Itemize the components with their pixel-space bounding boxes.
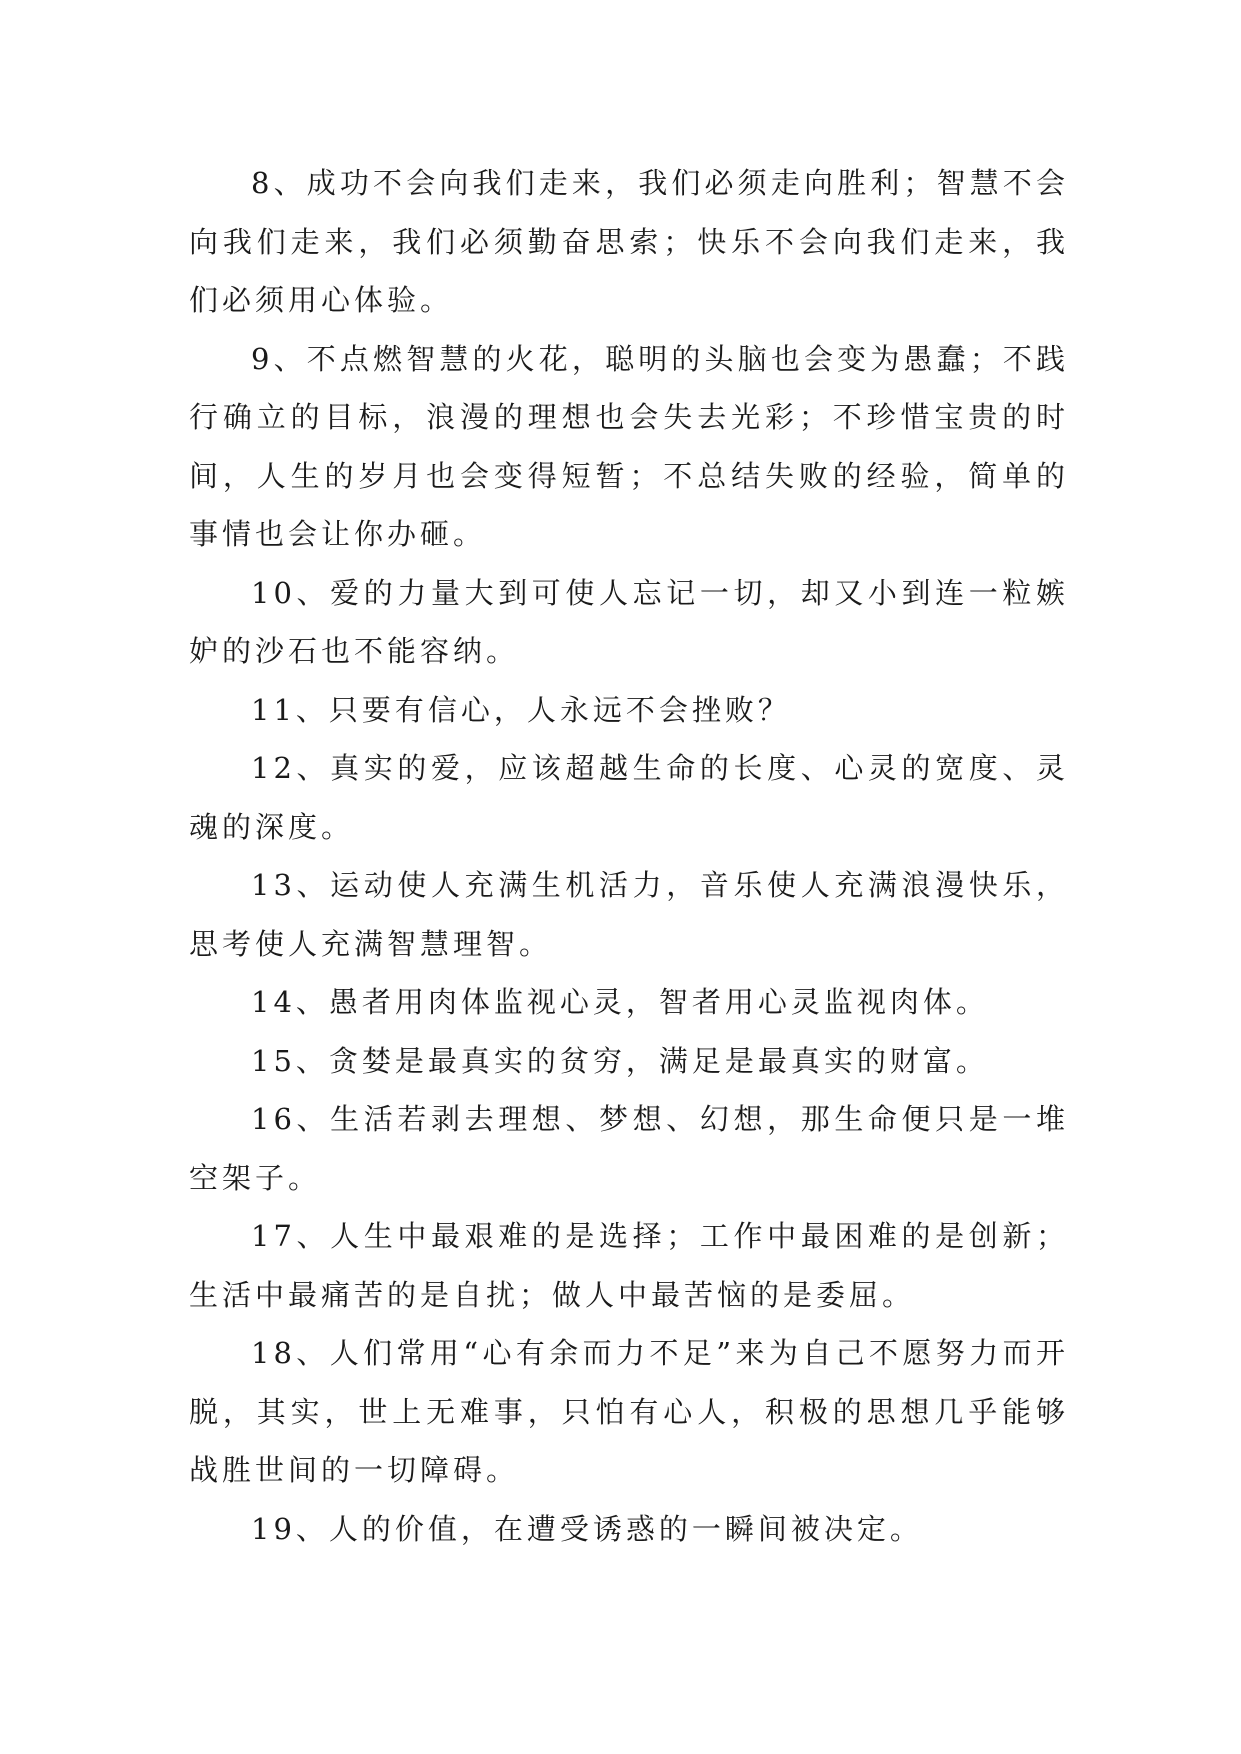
quote-paragraph: 10、爱的力量大到可使人忘记一切，却又小到连一粒嫉妒的沙石也不能容纳。 xyxy=(189,575,1069,668)
quote-paragraph: 15、贪婪是最真实的贫穷，满足是最真实的财富。 xyxy=(251,1043,989,1078)
document-body xyxy=(189,154,1069,1558)
quote-paragraph: 18、人们常用“心有余而力不足”来为自己不愿努力而开脱，其实，世上无难事，只怕有心人，积极的思想几乎能够战胜世间的一切障碍。 xyxy=(189,1336,1069,1487)
quote-paragraph: 19、人的价值，在遭受诱惑的一瞬间被决定。 xyxy=(251,1511,923,1546)
quote-paragraph: 8、成功不会向我们走来，我们必须走向胜利；智慧不会向我们走来，我们必须勤奋思索；快乐不会向我们走来，我们必须用心体验。 xyxy=(189,166,1069,317)
quote-paragraph: 16、生活若剥去理想、梦想、幻想，那生命便只是一堆空架子。 xyxy=(189,1102,1069,1195)
quote-paragraph: 11、只要有信心，人永远不会挫败？ xyxy=(251,692,791,727)
quote-paragraph: 14、愚者用肉体监视心灵，智者用心灵监视肉体。 xyxy=(251,985,989,1019)
quote-paragraph: 12、真实的爱，应该超越生命的长度、心灵的宽度、灵魂的深度。 xyxy=(189,751,1069,844)
quote-paragraph: 13、运动使人充满生机活力，音乐使人充满浪漫快乐，思考使人充满智慧理智。 xyxy=(189,868,1069,961)
quote-paragraph: 17、人生中最艰难的是选择；工作中最困难的是创新；生活中最痛苦的是自扰；做人中最苦恼的是委屈。 xyxy=(189,1219,1069,1312)
quote-paragraph: 9、不点燃智慧的火花，聪明的头脑也会变为愚蠢；不践行确立的目标，浪漫的理想也会失去光彩；不珍惜宝贵的时间，人生的岁月也会变得短暂；不总结失败的经验，简单的事情也会让你办砸。 xyxy=(189,341,1069,551)
